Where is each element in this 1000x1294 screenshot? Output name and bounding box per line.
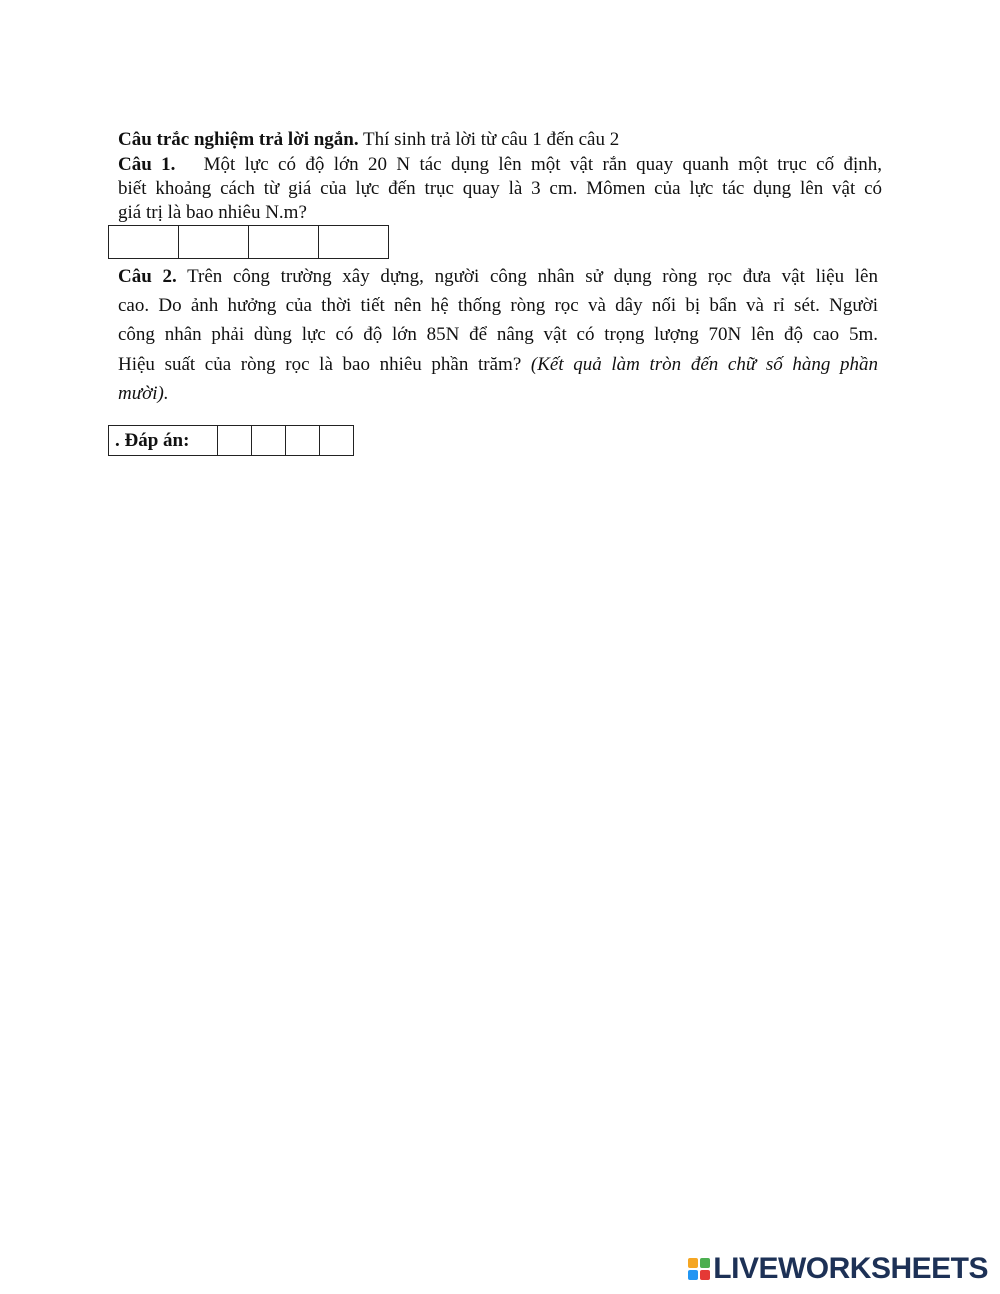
q2-answer-label-cell	[109, 426, 218, 456]
logo-text: LIVEWORKSHEETS	[713, 1252, 988, 1285]
logo-square-orange	[688, 1258, 698, 1268]
q2-note-end: mười).	[118, 383, 169, 404]
q2-note: (Kết quả làm tròn đến chữ số hàng phần	[530, 354, 878, 375]
section-heading	[118, 128, 619, 152]
logo-square-green	[700, 1258, 710, 1268]
q2-line-5	[118, 382, 169, 406]
liveworksheets-logo-icon	[688, 1258, 710, 1280]
q1-answer-box[interactable]	[319, 226, 389, 259]
q2-answer-box[interactable]	[286, 426, 320, 456]
q2-line-1	[118, 265, 878, 289]
q2-label: Câu 2.	[118, 266, 177, 287]
logo-square-blue	[688, 1270, 698, 1280]
q2-text-4: Hiệu suất của ròng rọc là bao nhiêu phần trăm?	[118, 354, 531, 375]
liveworksheets-logo	[688, 1254, 988, 1284]
q1-answer-grid	[108, 225, 389, 259]
q1-line-3	[118, 201, 307, 225]
q2-answer-box[interactable]	[320, 426, 354, 456]
q1-answer-box[interactable]	[109, 226, 179, 259]
section-heading-rest: Thí sinh trả lời từ câu 1 đến câu 2	[358, 129, 620, 150]
q1-answer-box[interactable]	[249, 226, 319, 259]
q2-line-2	[118, 294, 878, 318]
q2-text-1: Trên công trường xây dựng, người công nhân sử dụng ròng rọc đưa vật liệu lên	[187, 266, 878, 287]
q2-line-4	[118, 353, 878, 377]
q1-text-2: biết khoảng cách từ giá của lực đến trục quay là 3 cm. Mômen của lực tác dụng lên vật có	[118, 178, 882, 199]
q2-answer-grid	[108, 425, 354, 456]
q1-line-1	[118, 153, 882, 177]
q2-answer-box[interactable]	[218, 426, 252, 456]
q2-text-3: công nhân phải dùng lực có độ lớn 85N để nâng vật có trọng lượng 70N lên độ cao 5m.	[118, 324, 878, 345]
q1-answer-box[interactable]	[179, 226, 249, 259]
q1-label: Câu 1.	[118, 154, 176, 175]
q2-text-2: cao. Do ảnh hưởng của thời tiết nên hệ thống ròng rọc và dây nối bị bẩn và rỉ sét. Người	[118, 295, 878, 316]
section-heading-bold: Câu trắc nghiệm trả lời ngắn.	[118, 129, 359, 150]
logo-square-red	[700, 1270, 710, 1280]
q1-text-3: giá trị là bao nhiêu N.m?	[118, 202, 307, 223]
q2-answer-label: . Đáp án:	[115, 429, 190, 451]
q1-text-1: Một lực có độ lớn 20 N tác dụng lên một vật rắn quay quanh một trục cố định,	[203, 154, 882, 175]
q2-line-3	[118, 323, 878, 347]
q2-answer-box[interactable]	[252, 426, 286, 456]
q1-line-2	[118, 177, 882, 201]
